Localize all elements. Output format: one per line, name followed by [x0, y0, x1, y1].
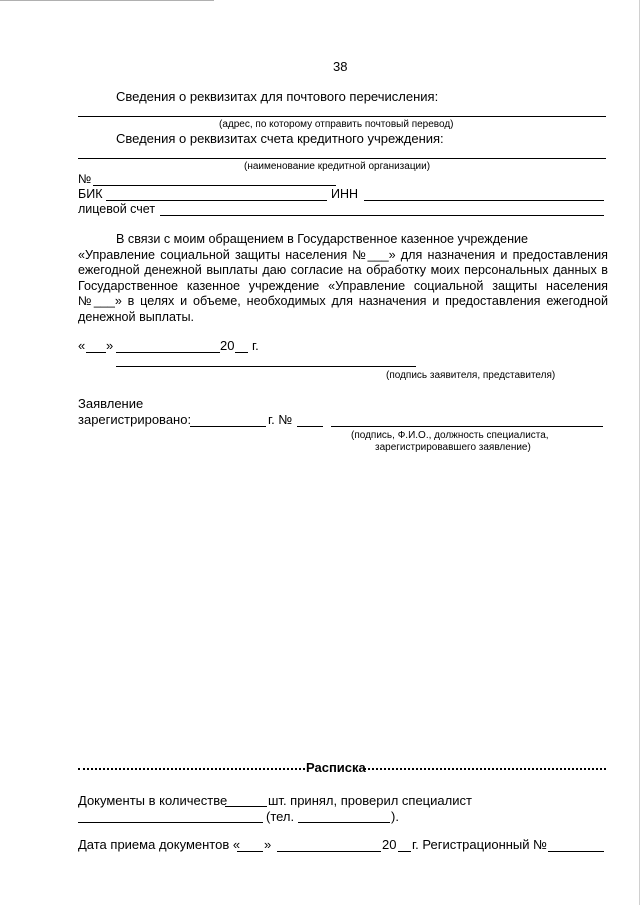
receipt-specialist-line[interactable] — [78, 822, 263, 823]
postal-address-line[interactable] — [78, 116, 606, 117]
receipt-reg-label: г. Регистрационный № — [412, 837, 548, 852]
consent-line-5: №___» в целях и объеме, необходимых для назначения и предоставления ежегодной — [78, 294, 608, 309]
receipt-dash-left — [78, 768, 305, 770]
postal-caption: (адрес, по которому отправить почтовый перевод) — [219, 119, 454, 130]
receipt-tel-close: ). — [391, 809, 399, 824]
inn-field-line[interactable] — [364, 200, 604, 201]
date-year-prefix: 20 — [220, 338, 235, 353]
receipt-dash-right — [364, 768, 606, 770]
receipt-date-day-line[interactable] — [237, 851, 263, 852]
registration-number-label: г. № — [268, 412, 293, 427]
bik-label: БИК — [78, 187, 103, 201]
date-month-line[interactable] — [116, 352, 220, 353]
consent-line-6: денежной выплаты. — [78, 310, 195, 324]
consent-line-3: ежегодной денежной выплаты даю согласие на обработку моих персональных данных в — [78, 263, 608, 278]
consent-line-4: Государственное казенное учреждение «Управление социальной защиты населения — [78, 278, 608, 293]
date-year-line[interactable] — [235, 352, 248, 353]
registration-number-line[interactable] — [297, 426, 323, 427]
account-field-line[interactable] — [160, 215, 604, 216]
bank-heading: Сведения о реквизитах счета кредитного учреждения: — [116, 131, 444, 146]
receipt-year-line[interactable] — [398, 851, 411, 852]
consent-line-2: «Управление социальной защиты населения №___» для назначения и предоставления — [78, 247, 608, 262]
date-close-quote: » — [106, 338, 114, 353]
receipt-tel-label: (тел. — [266, 809, 295, 824]
receipt-date-close-quote: » — [264, 837, 272, 852]
registration-date-line[interactable] — [190, 426, 266, 427]
specialist-caption-line-1: (подпись, Ф.И.О., должность специалиста, — [351, 430, 549, 441]
receipt-tel-line[interactable] — [298, 822, 390, 823]
date-day-line[interactable] — [86, 352, 106, 353]
date-open-quote: « — [78, 338, 86, 353]
consent-line-1: В связи с моим обращением в Государственное казенное учреждение — [116, 232, 529, 246]
applicant-signature-caption: (подпись заявителя, представителя) — [386, 370, 556, 381]
specialist-caption-line-2: зарегистрировавшего заявление) — [375, 442, 531, 453]
receipt-date-prefix: Дата приема документов « — [78, 837, 241, 852]
receipt-reg-number-line[interactable] — [548, 851, 604, 852]
page-number: 38 — [333, 59, 348, 74]
account-label: лицевой счет — [78, 202, 156, 216]
receipt-docs-count-line[interactable] — [225, 806, 267, 807]
registration-title: Заявление — [78, 396, 144, 411]
specialist-signature-line[interactable] — [331, 426, 603, 427]
receipt-date-month-line[interactable] — [277, 851, 381, 852]
date-year-suffix: г. — [252, 338, 259, 353]
number-field-line[interactable] — [93, 185, 336, 186]
bank-caption: (наименование кредитной организации) — [244, 161, 431, 172]
registration-label: зарегистрировано: — [78, 412, 192, 427]
number-label: № — [78, 172, 92, 186]
receipt-docs-prefix: Документы в количестве — [78, 793, 228, 808]
postal-heading: Сведения о реквизитах для почтового перечисления: — [116, 89, 439, 104]
receipt-docs-suffix: шт. принял, проверил специалист — [268, 793, 472, 808]
bik-field-line[interactable] — [106, 200, 327, 201]
bank-name-line[interactable] — [78, 158, 606, 159]
scan-frame-top — [0, 0, 214, 1]
receipt-year-prefix: 20 — [382, 837, 397, 852]
applicant-signature-line[interactable] — [116, 366, 416, 367]
receipt-title: Расписка — [306, 760, 366, 775]
inn-label: ИНН — [331, 187, 359, 201]
